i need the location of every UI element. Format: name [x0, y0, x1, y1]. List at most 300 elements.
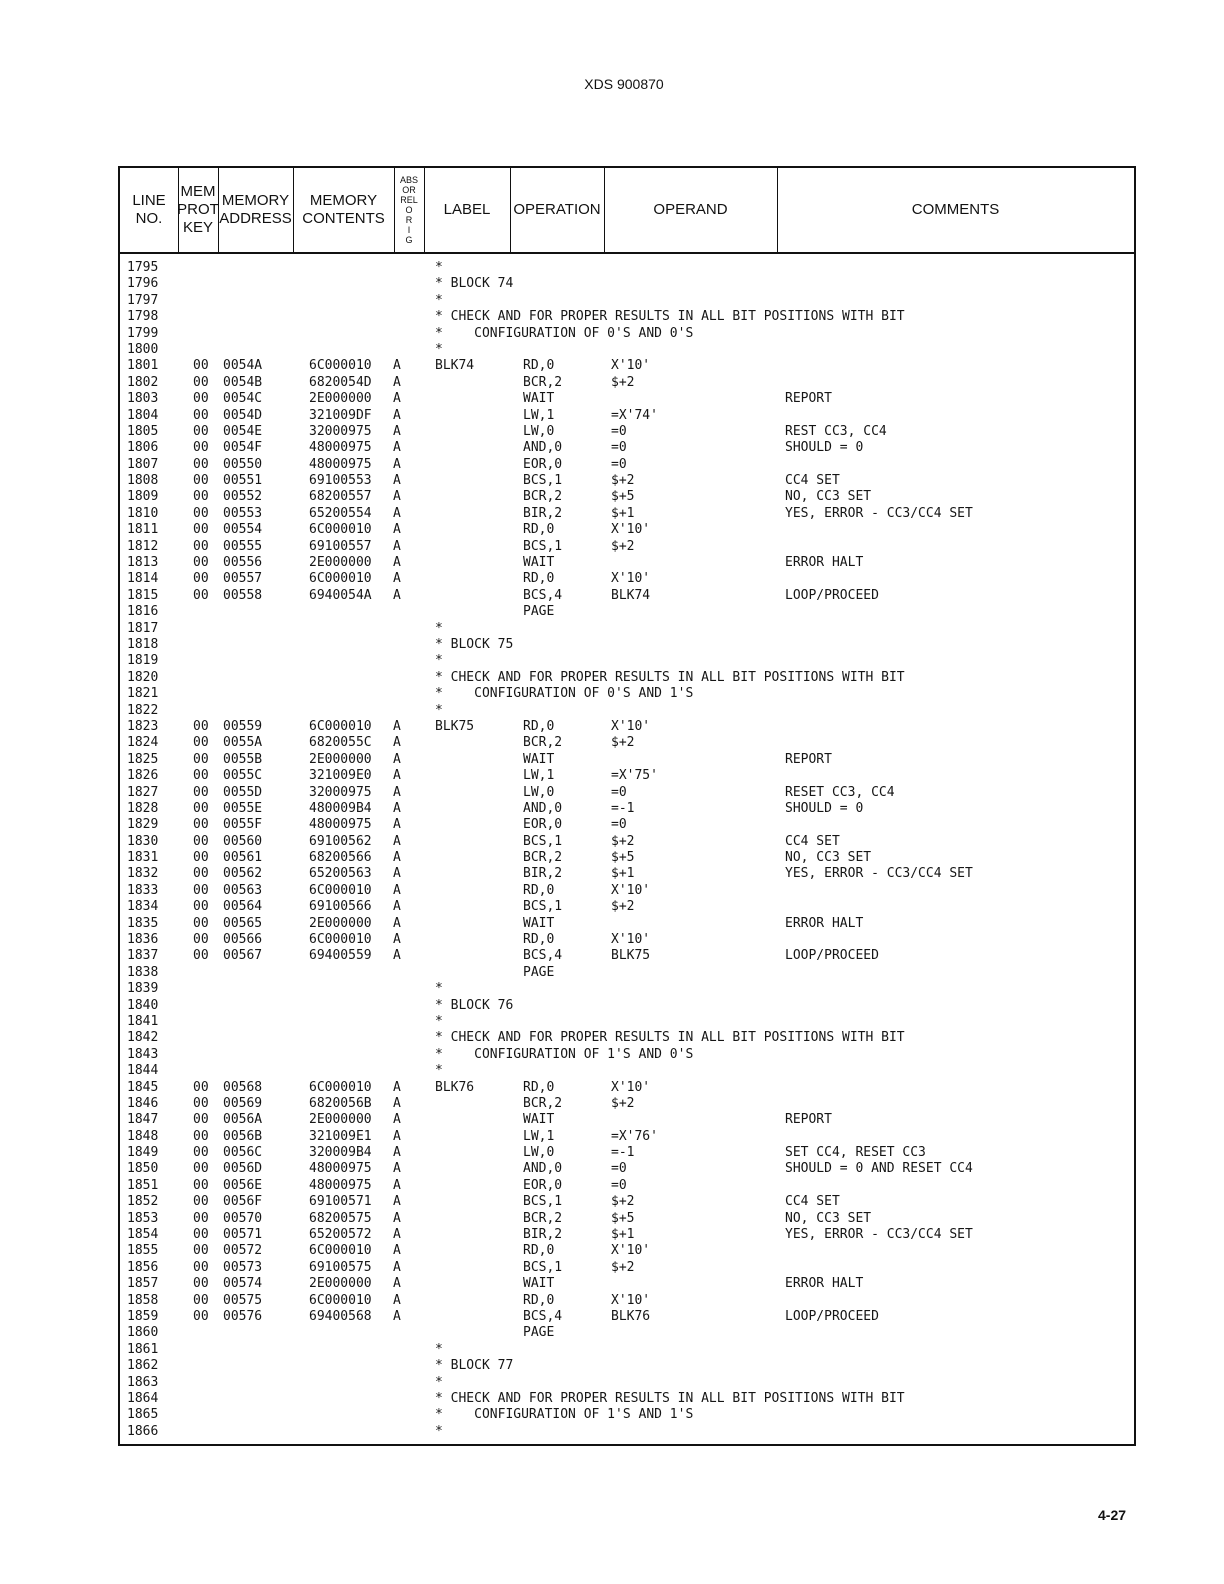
- label-field: BLK74: [435, 358, 475, 374]
- label-field: * BLOCK 76: [435, 997, 514, 1013]
- listing-row: [127, 817, 1134, 833]
- abs-rel-flag: A: [393, 932, 401, 948]
- operation-field: PAGE: [523, 964, 555, 980]
- listing-row: [127, 1178, 1134, 1194]
- label-field: * CHECK AND FOR PROPER RESULTS IN ALL BIT POSITIONS WITH BIT: [435, 1030, 905, 1046]
- operation-field: PAGE: [523, 604, 555, 620]
- line-number: 1836: [127, 932, 159, 948]
- listing-row: [127, 1358, 1134, 1374]
- line-number: 1835: [127, 915, 159, 931]
- prot-key: 00: [193, 1292, 209, 1308]
- listing-row: [127, 621, 1134, 637]
- operand-field: X'10': [611, 932, 651, 948]
- memory-contents: 2E000000: [309, 391, 372, 407]
- memory-contents: 32000975: [309, 423, 372, 439]
- listing-row: [127, 932, 1134, 948]
- listing-row: [127, 752, 1134, 768]
- label-field: * CONFIGURATION OF 0'S AND 0'S: [435, 325, 694, 341]
- abs-rel-flag: A: [393, 915, 401, 931]
- operation-field: RD,0: [523, 1292, 555, 1308]
- listing-row: [127, 1342, 1134, 1358]
- prot-key: 00: [193, 423, 209, 439]
- prot-key: 00: [193, 768, 209, 784]
- line-number: 1812: [127, 538, 159, 554]
- operation-field: BCS,4: [523, 948, 563, 964]
- line-number: 1797: [127, 292, 159, 308]
- operand-field: $+1: [611, 1227, 635, 1243]
- operation-field: BIR,2: [523, 1227, 563, 1243]
- comment-field: CC4 SET: [785, 473, 840, 489]
- prot-key: 00: [193, 817, 209, 833]
- operation-field: AND,0: [523, 800, 563, 816]
- prot-key: 00: [193, 850, 209, 866]
- line-number: 1833: [127, 882, 159, 898]
- memory-address: 0055F: [223, 817, 263, 833]
- listing-row: [127, 375, 1134, 391]
- memory-address: 00575: [223, 1292, 263, 1308]
- line-number: 1843: [127, 1046, 159, 1062]
- abs-rel-flag: A: [393, 440, 401, 456]
- line-number: 1802: [127, 374, 159, 390]
- operand-field: X'10': [611, 358, 651, 374]
- memory-contents: 6820056B: [309, 1095, 372, 1111]
- abs-rel-flag: A: [393, 358, 401, 374]
- label-field: *: [435, 1063, 443, 1079]
- listing-row: [127, 834, 1134, 850]
- memory-address: 0056D: [223, 1161, 263, 1177]
- listing-row: [127, 260, 1134, 276]
- operation-field: RD,0: [523, 932, 555, 948]
- label-field: *: [435, 1423, 443, 1439]
- line-number: 1799: [127, 325, 159, 341]
- listing-row: [127, 276, 1134, 292]
- label-field: *: [435, 292, 443, 308]
- operation-field: BIR,2: [523, 866, 563, 882]
- listing-row: [127, 965, 1134, 981]
- abs-rel-flag: A: [393, 407, 401, 423]
- line-number: 1795: [127, 260, 159, 275]
- memory-address: 00568: [223, 1079, 263, 1095]
- prot-key: 00: [193, 1079, 209, 1095]
- label-field: BLK75: [435, 718, 475, 734]
- listing-row: [127, 981, 1134, 997]
- abs-rel-flag: A: [393, 784, 401, 800]
- prot-key: 00: [193, 1177, 209, 1193]
- label-field: *: [435, 981, 443, 997]
- listing-row: [127, 457, 1134, 473]
- abs-rel-flag: A: [393, 1161, 401, 1177]
- prot-key: 00: [193, 1309, 209, 1324]
- memory-address: 00564: [223, 899, 263, 915]
- line-number: 1841: [127, 1013, 159, 1029]
- operation-field: BCS,1: [523, 538, 563, 554]
- line-number: 1850: [127, 1161, 159, 1177]
- line-number: 1845: [127, 1079, 159, 1095]
- listing-row: [127, 1260, 1134, 1276]
- listing-rows: [127, 260, 1134, 1440]
- comment-field: REPORT: [785, 751, 832, 767]
- operand-field: X'10': [611, 1292, 651, 1308]
- line-number: 1800: [127, 341, 159, 357]
- line-number: 1849: [127, 1145, 159, 1161]
- memory-address: 00571: [223, 1227, 263, 1243]
- prot-key: 00: [193, 473, 209, 489]
- memory-address: 0055B: [223, 751, 263, 767]
- memory-contents: 48000975: [309, 456, 372, 472]
- listing-row: [127, 391, 1134, 407]
- listing-row: [127, 555, 1134, 571]
- memory-contents: 65200554: [309, 505, 372, 521]
- abs-rel-flag: A: [393, 391, 401, 407]
- memory-contents: 6820055C: [309, 735, 372, 751]
- label-field: * CHECK AND FOR PROPER RESULTS IN ALL BIT POSITIONS WITH BIT: [435, 1390, 905, 1406]
- operand-field: $+2: [611, 1194, 635, 1210]
- listing-row: [127, 1129, 1134, 1145]
- listing-row: [127, 1375, 1134, 1391]
- header-comments: COMMENTS: [911, 201, 1000, 218]
- line-number: 1839: [127, 981, 159, 997]
- abs-rel-flag: A: [393, 489, 401, 505]
- prot-key: 00: [193, 1145, 209, 1161]
- line-number: 1848: [127, 1128, 159, 1144]
- listing-row: [127, 424, 1134, 440]
- memory-contents: 321009DF: [309, 407, 372, 423]
- operand-field: =X'76': [611, 1128, 658, 1144]
- comment-field: YES, ERROR - CC3/CC4 SET: [785, 866, 973, 882]
- prot-key: 00: [193, 1210, 209, 1226]
- abs-rel-flag: A: [393, 1177, 401, 1193]
- prot-key: 00: [193, 440, 209, 456]
- operand-field: =0: [611, 1161, 627, 1177]
- operand-field: =0: [611, 456, 627, 472]
- operand-field: $+5: [611, 489, 635, 505]
- operand-field: =0: [611, 440, 627, 456]
- listing-row: [127, 1161, 1134, 1177]
- abs-rel-flag: A: [393, 735, 401, 751]
- operand-field: $+2: [611, 1259, 635, 1275]
- memory-address: 0054D: [223, 407, 263, 423]
- abs-rel-flag: A: [393, 1309, 401, 1324]
- listing-row: [127, 670, 1134, 686]
- line-number: 1814: [127, 571, 159, 587]
- listing-row: [127, 899, 1134, 915]
- memory-contents: 320009B4: [309, 1145, 372, 1161]
- line-number: 1844: [127, 1063, 159, 1079]
- memory-contents: 6C000010: [309, 522, 372, 538]
- label-field: * CHECK AND FOR PROPER RESULTS IN ALL BIT POSITIONS WITH BIT: [435, 309, 905, 325]
- memory-contents: 69100571: [309, 1194, 372, 1210]
- line-number: 1842: [127, 1030, 159, 1046]
- header-memory-address: MEMORY ADDRESS: [219, 192, 292, 227]
- line-number: 1805: [127, 423, 159, 439]
- line-number: 1809: [127, 489, 159, 505]
- line-number: 1811: [127, 522, 159, 538]
- line-number: 1832: [127, 866, 159, 882]
- memory-address: 0056C: [223, 1145, 263, 1161]
- comment-field: REPORT: [785, 391, 832, 407]
- comment-field: LOOP/PROCEED: [785, 948, 879, 964]
- comment-field: LOOP/PROCEED: [785, 1309, 879, 1324]
- line-number: 1858: [127, 1292, 159, 1308]
- memory-contents: 69400559: [309, 948, 372, 964]
- prot-key: 00: [193, 866, 209, 882]
- table-header-row: [120, 168, 1134, 254]
- line-number: 1865: [127, 1407, 159, 1423]
- comment-field: SET CC4, RESET CC3: [785, 1145, 926, 1161]
- prot-key: 00: [193, 374, 209, 390]
- abs-rel-flag: A: [393, 1227, 401, 1243]
- line-number: 1798: [127, 309, 159, 325]
- label-field: * CONFIGURATION OF 0'S AND 1'S: [435, 686, 694, 702]
- memory-address: 0054B: [223, 374, 263, 390]
- prot-key: 00: [193, 718, 209, 734]
- operation-field: WAIT: [523, 1276, 555, 1292]
- abs-rel-flag: A: [393, 1095, 401, 1111]
- listing-row: [127, 473, 1134, 489]
- header-abs-rel: ABS OR REL O R I G: [399, 175, 418, 245]
- prot-key: 00: [193, 1112, 209, 1128]
- operation-field: BCS,1: [523, 899, 563, 915]
- memory-address: 00554: [223, 522, 263, 538]
- line-number: 1808: [127, 473, 159, 489]
- line-number: 1818: [127, 636, 159, 652]
- memory-address: 0054F: [223, 440, 263, 456]
- line-number: 1823: [127, 718, 159, 734]
- line-number: 1829: [127, 817, 159, 833]
- comment-field: SHOULD = 0 AND RESET CC4: [785, 1161, 973, 1177]
- abs-rel-flag: A: [393, 1128, 401, 1144]
- line-number: 1859: [127, 1309, 159, 1324]
- memory-address: 00559: [223, 718, 263, 734]
- header-label: LABEL: [443, 201, 491, 218]
- listing-row: [127, 735, 1134, 751]
- prot-key: 00: [193, 407, 209, 423]
- listing-row: [127, 883, 1134, 899]
- listing-row: [127, 293, 1134, 309]
- operand-field: X'10': [611, 522, 651, 538]
- operation-field: BCS,1: [523, 1259, 563, 1275]
- memory-address: 00574: [223, 1276, 263, 1292]
- memory-address: 0056F: [223, 1194, 263, 1210]
- label-field: * CHECK AND FOR PROPER RESULTS IN ALL BIT POSITIONS WITH BIT: [435, 669, 905, 685]
- abs-rel-flag: A: [393, 1210, 401, 1226]
- operand-field: X'10': [611, 882, 651, 898]
- line-number: 1824: [127, 735, 159, 751]
- label-field: * BLOCK 77: [435, 1358, 514, 1374]
- memory-address: 00558: [223, 587, 263, 603]
- listing-table: [118, 166, 1136, 1446]
- abs-rel-flag: A: [393, 882, 401, 898]
- line-number: 1830: [127, 833, 159, 849]
- line-number: 1838: [127, 964, 159, 980]
- line-number: 1860: [127, 1325, 159, 1341]
- listing-row: [127, 539, 1134, 555]
- listing-row: [127, 1391, 1134, 1407]
- memory-contents: 6820054D: [309, 374, 372, 390]
- memory-contents: 321009E0: [309, 768, 372, 784]
- listing-row: [127, 998, 1134, 1014]
- listing-row: [127, 1194, 1134, 1210]
- operation-field: LW,0: [523, 423, 555, 439]
- line-number: 1857: [127, 1276, 159, 1292]
- line-number: 1828: [127, 800, 159, 816]
- line-number: 1855: [127, 1243, 159, 1259]
- prot-key: 00: [193, 538, 209, 554]
- operation-field: BCS,1: [523, 1194, 563, 1210]
- line-number: 1854: [127, 1227, 159, 1243]
- comment-field: YES, ERROR - CC3/CC4 SET: [785, 505, 973, 521]
- listing-row: [127, 1014, 1134, 1030]
- operand-field: $+2: [611, 374, 635, 390]
- abs-rel-flag: A: [393, 1194, 401, 1210]
- memory-contents: 69400568: [309, 1309, 372, 1324]
- memory-contents: 48000975: [309, 440, 372, 456]
- line-number: 1810: [127, 505, 159, 521]
- abs-rel-flag: A: [393, 768, 401, 784]
- line-number: 1819: [127, 653, 159, 669]
- header-operation: OPERATION: [513, 201, 601, 218]
- operand-field: $+1: [611, 505, 635, 521]
- abs-rel-flag: A: [393, 718, 401, 734]
- operation-field: WAIT: [523, 915, 555, 931]
- line-number: 1831: [127, 850, 159, 866]
- memory-address: 00576: [223, 1309, 263, 1324]
- abs-rel-flag: A: [393, 1145, 401, 1161]
- memory-address: 0055A: [223, 735, 263, 751]
- line-number: 1796: [127, 276, 159, 292]
- memory-contents: 2E000000: [309, 1112, 372, 1128]
- operation-field: BCR,2: [523, 1210, 563, 1226]
- memory-address: 00552: [223, 489, 263, 505]
- prot-key: 00: [193, 800, 209, 816]
- memory-contents: 2E000000: [309, 555, 372, 571]
- memory-address: 0055C: [223, 768, 263, 784]
- operation-field: BCR,2: [523, 374, 563, 390]
- operation-field: BCS,4: [523, 1309, 563, 1324]
- prot-key: 00: [193, 1276, 209, 1292]
- listing-row: [127, 916, 1134, 932]
- memory-contents: 6C000010: [309, 571, 372, 587]
- abs-rel-flag: A: [393, 473, 401, 489]
- label-field: * BLOCK 75: [435, 636, 514, 652]
- prot-key: 00: [193, 899, 209, 915]
- line-number: 1804: [127, 407, 159, 423]
- listing-row: [127, 653, 1134, 669]
- memory-contents: 2E000000: [309, 751, 372, 767]
- operation-field: LW,0: [523, 784, 555, 800]
- memory-address: 00563: [223, 882, 263, 898]
- line-number: 1817: [127, 620, 159, 636]
- prot-key: 00: [193, 571, 209, 587]
- label-field: *: [435, 702, 443, 718]
- label-field: *: [435, 260, 443, 275]
- listing-row: [127, 1112, 1134, 1128]
- memory-contents: 69100562: [309, 833, 372, 849]
- operation-field: PAGE: [523, 1325, 555, 1341]
- line-number: 1803: [127, 391, 159, 407]
- operand-field: BLK74: [611, 587, 651, 603]
- line-number: 1821: [127, 686, 159, 702]
- listing-row: [127, 948, 1134, 964]
- prot-key: 00: [193, 882, 209, 898]
- line-number: 1847: [127, 1112, 159, 1128]
- abs-rel-flag: A: [393, 948, 401, 964]
- header-mem-prot-key: MEM PROT KEY: [177, 183, 219, 236]
- comment-field: ERROR HALT: [785, 1276, 864, 1292]
- line-number: 1851: [127, 1177, 159, 1193]
- line-number: 1820: [127, 669, 159, 685]
- memory-contents: 6C000010: [309, 932, 372, 948]
- listing-row: [127, 1080, 1134, 1096]
- memory-address: 00550: [223, 456, 263, 472]
- header-operand: OPERAND: [653, 201, 728, 218]
- memory-contents: 68200566: [309, 850, 372, 866]
- listing-row: [127, 408, 1134, 424]
- listing-row: [127, 1325, 1134, 1341]
- memory-contents: 321009E1: [309, 1128, 372, 1144]
- memory-contents: 6C000010: [309, 1079, 372, 1095]
- listing-row: [127, 522, 1134, 538]
- listing-row: [127, 604, 1134, 620]
- abs-rel-flag: A: [393, 555, 401, 571]
- line-number: 1816: [127, 604, 159, 620]
- label-field: * BLOCK 74: [435, 276, 514, 292]
- memory-address: 00570: [223, 1210, 263, 1226]
- label-field: *: [435, 1013, 443, 1029]
- memory-contents: 48000975: [309, 1177, 372, 1193]
- listing-row: [127, 309, 1134, 325]
- operation-field: BCS,4: [523, 587, 563, 603]
- operand-field: =0: [611, 784, 627, 800]
- listing-row: [127, 1063, 1134, 1079]
- memory-contents: 69100575: [309, 1259, 372, 1275]
- label-field: *: [435, 1341, 443, 1357]
- listing-row: [127, 850, 1134, 866]
- abs-rel-flag: A: [393, 423, 401, 439]
- comment-field: NO, CC3 SET: [785, 1210, 872, 1226]
- abs-rel-flag: A: [393, 1079, 401, 1095]
- operation-field: RD,0: [523, 1079, 555, 1095]
- prot-key: 00: [193, 1128, 209, 1144]
- comment-field: CC4 SET: [785, 833, 840, 849]
- operation-field: AND,0: [523, 440, 563, 456]
- listing-row: [127, 768, 1134, 784]
- operation-field: RD,0: [523, 1243, 555, 1259]
- line-number: 1853: [127, 1210, 159, 1226]
- abs-rel-flag: A: [393, 571, 401, 587]
- memory-address: 00573: [223, 1259, 263, 1275]
- line-number: 1852: [127, 1194, 159, 1210]
- listing-row: [127, 1211, 1134, 1227]
- operation-field: EOR,0: [523, 456, 563, 472]
- line-number: 1846: [127, 1095, 159, 1111]
- memory-address: 00572: [223, 1243, 263, 1259]
- prot-key: 00: [193, 555, 209, 571]
- line-number: 1827: [127, 784, 159, 800]
- memory-contents: 6C000010: [309, 1243, 372, 1259]
- listing-row: [127, 1424, 1134, 1440]
- line-number: 1834: [127, 899, 159, 915]
- listing-row: [127, 326, 1134, 342]
- comment-field: CC4 SET: [785, 1194, 840, 1210]
- memory-contents: 480009B4: [309, 800, 372, 816]
- operand-field: =-1: [611, 800, 635, 816]
- line-number: 1864: [127, 1390, 159, 1406]
- operation-field: BCR,2: [523, 850, 563, 866]
- listing-row: [127, 801, 1134, 817]
- comment-field: NO, CC3 SET: [785, 850, 872, 866]
- memory-contents: 69100553: [309, 473, 372, 489]
